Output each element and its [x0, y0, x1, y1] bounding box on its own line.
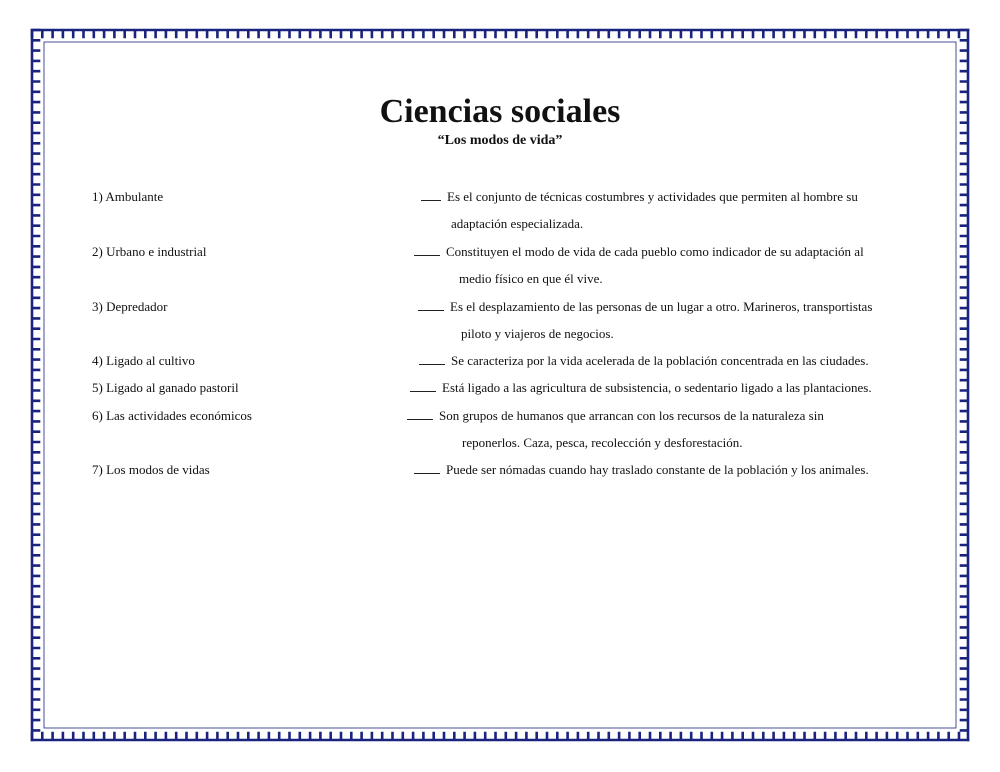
term-item: 3) Depredador	[92, 299, 168, 314]
border-segment	[32, 733, 968, 740]
term-item: 5) Ligado al ganado pastoril	[92, 380, 239, 395]
definition-item	[414, 461, 869, 479]
page-title: Ciencias sociales	[379, 93, 621, 130]
definition-item	[418, 298, 872, 316]
term-item: 2) Urbano e industrial	[92, 244, 207, 259]
term-item: 4) Ligado al cultivo	[92, 353, 195, 368]
definition-text: Constituyen el modo de vida de cada pueblo como indicador de su adaptación al	[446, 244, 864, 259]
definition-continuation: medio físico en que él vive.	[459, 271, 603, 286]
answer-blank[interactable]	[407, 407, 433, 420]
border-segment	[32, 30, 968, 37]
definition-text: Es el desplazamiento de las personas de un lugar a otro. Marineros, transportistas	[450, 299, 873, 314]
definition-text: Está ligado a las agricultura de subsistencia, o sedentario ligado a las plantaciones.	[442, 380, 872, 395]
definition-text: Es el conjunto de técnicas costumbres y actividades que permiten al hombre su	[447, 189, 858, 204]
answer-blank[interactable]	[414, 461, 440, 474]
answer-blank[interactable]	[421, 188, 441, 201]
term-item: 6) Las actividades económicos	[92, 408, 252, 423]
definition-item	[419, 352, 869, 370]
answer-blank[interactable]	[410, 379, 436, 392]
term-item: 1) Ambulante	[92, 189, 164, 204]
answer-blank[interactable]	[414, 243, 440, 256]
definition-text: Son grupos de humanos que arrancan con los recursos de la naturaleza sin	[439, 408, 824, 423]
definition-item	[410, 379, 872, 397]
definition-text: Puede ser nómadas cuando hay traslado constante de la población y los animales.	[446, 462, 869, 477]
page-subtitle: “Los modos de vida”	[437, 133, 563, 148]
definition-item	[421, 188, 858, 206]
answer-blank[interactable]	[419, 352, 445, 365]
term-item: 7) Los modos de vidas	[92, 462, 210, 477]
answer-blank[interactable]	[418, 298, 444, 311]
definition-continuation: adaptación especializada.	[451, 216, 584, 231]
definition-text: Se caracteriza por la vida acelerada de la población concentrada en las ciudades.	[451, 353, 869, 368]
definition-continuation: piloto y viajeros de negocios.	[461, 326, 614, 341]
definition-item	[407, 407, 824, 425]
definition-item	[414, 243, 864, 261]
definition-continuation: reponerlos. Caza, pesca, recolección y desforestación.	[462, 435, 743, 450]
